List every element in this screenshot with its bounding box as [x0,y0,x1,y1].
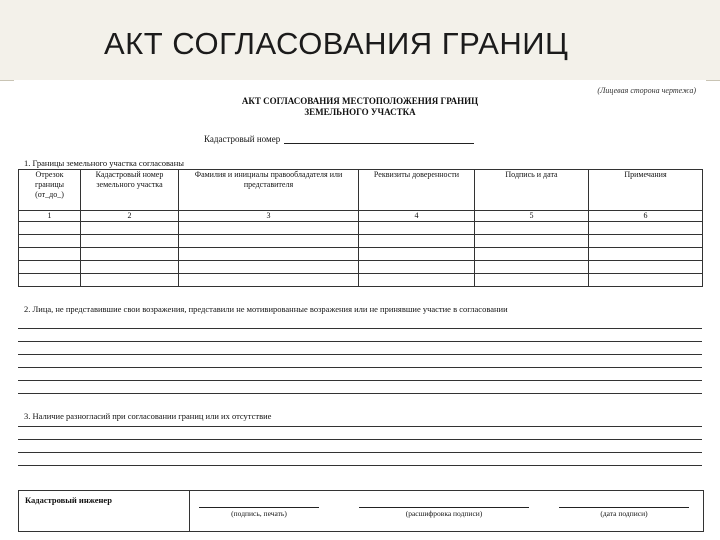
column-header: Кадастровый номер земельного участка [81,170,179,211]
page-note: (Лицевая сторона чертежа) [597,86,696,95]
document-scan [14,80,706,540]
ruled-line [18,440,702,453]
signature-decode-line [359,497,529,508]
column-number: 2 [81,211,179,222]
table-row [19,248,703,261]
cadastral-number-row [204,134,474,144]
signature-date-caption: (дата подписи) [600,509,648,518]
slide-title: АКТ СОГЛАСОВАНИЯ ГРАНИЦ [104,26,569,61]
section-2-heading: 2. Лица, не представившие свои возражения, представили не мотивированные возражения или не принявшие участие в согласовании [24,304,508,314]
signature-field [199,497,319,518]
signature-decode-caption: (расшифровка подписи) [405,509,483,518]
column-number: 3 [179,211,359,222]
section-2-lines [18,328,702,394]
column-header: Подпись и дата [475,170,589,211]
signature-caption: (подпись, печать) [231,509,287,518]
signature-date-line [559,497,689,508]
column-header: Примечания [589,170,703,211]
section-1-heading: 1. Границы земельного участка согласованы [24,158,184,168]
section-3-heading: 3. Наличие разногласий при согласовании границ или их отсутствие [24,411,272,421]
table-row [19,274,703,287]
cadastral-number-label: Кадастровый номер [204,134,281,144]
column-number: 6 [589,211,703,222]
table-row [19,222,703,235]
slide-header [0,0,720,81]
signature-divider [189,491,190,531]
column-number-row [19,211,703,222]
document-title-line-1: АКТ СОГЛАСОВАНИЯ МЕСТОПОЛОЖЕНИЯ ГРАНИЦ [241,96,479,106]
ruled-line [18,328,702,342]
document-title [14,96,706,118]
column-header: Реквизиты доверенности [359,170,475,211]
column-number: 4 [359,211,475,222]
signature-decode-field [359,497,529,518]
column-header: Отрезок границы (от_до_) [19,170,81,211]
ruled-line [18,355,702,368]
signature-label: Кадастровый инженер [25,495,112,505]
signature-date-field [559,497,689,518]
table-row [19,261,703,274]
ruled-line [18,426,702,440]
table-header-row [19,170,703,211]
column-number: 5 [475,211,589,222]
table-row [19,235,703,248]
document-title-line-2: ЗЕМЕЛЬНОГО УЧАСТКА [304,107,416,117]
boundary-table [18,169,703,287]
ruled-line [18,342,702,355]
signature-block [18,490,704,532]
signature-line [199,497,319,508]
column-number: 1 [19,211,81,222]
ruled-line [18,368,702,381]
ruled-line [18,381,702,394]
section-3-lines [18,426,702,466]
cadastral-number-line [284,134,474,144]
ruled-line [18,453,702,466]
column-header: Фамилия и инициалы правообладателя или представителя [179,170,359,211]
